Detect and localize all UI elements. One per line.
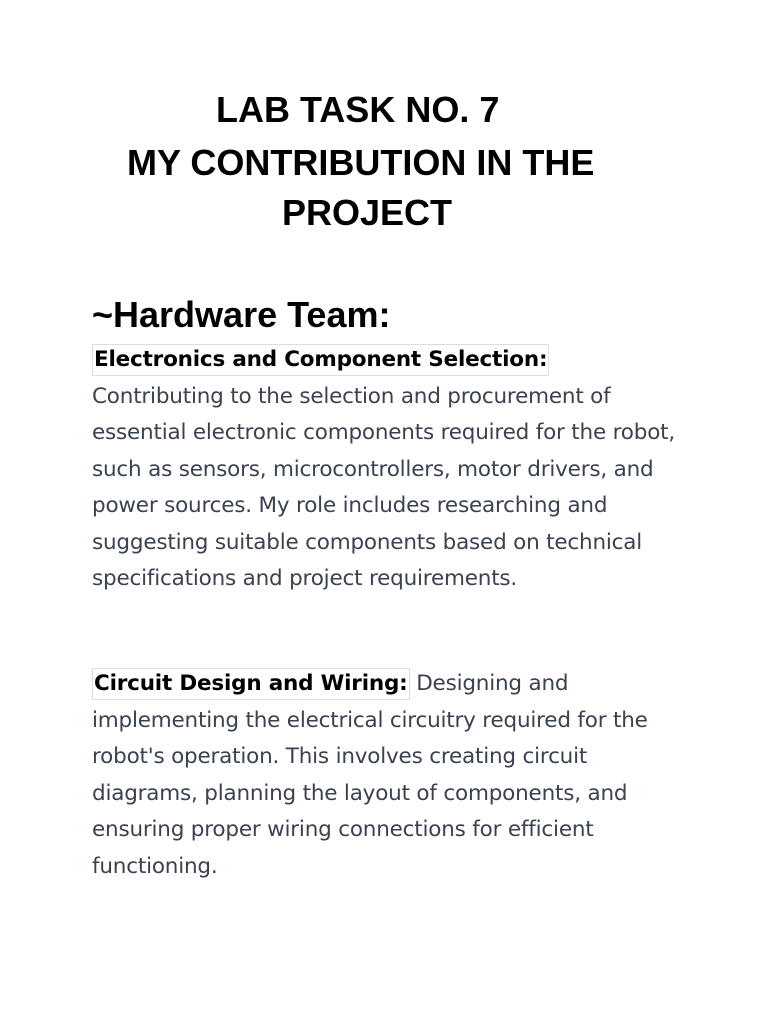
section-label-circuit: Circuit Design and Wiring:	[92, 668, 410, 700]
section-label-electronics: Electronics and Component Selection:	[92, 344, 549, 376]
title-line-3: PROJECT	[282, 192, 453, 233]
title-line-2: MY CONTRIBUTION IN THE	[127, 142, 595, 183]
title-line-1: LAB TASK NO. 7	[216, 89, 500, 130]
hardware-team-heading: ~Hardware Team:	[92, 294, 391, 335]
section-body-circuit: Designing and implementing the electrical circuitry required for the robot's operation. This involves creating circuit diagrams, planning the layout of components, and ensuring proper wiring connections for efficient functioning.	[92, 671, 648, 879]
section-body-electronics: Contributing to the selection and procurement of essential electronic components required for the robot, such as sensors, microcontrollers, motor drivers, and power sources. My role includes researching and suggesting suitable components based on technical specifications and project requirements.	[92, 383, 676, 591]
section-electronics-selection	[92, 342, 682, 598]
section-circuit-design	[92, 666, 682, 885]
